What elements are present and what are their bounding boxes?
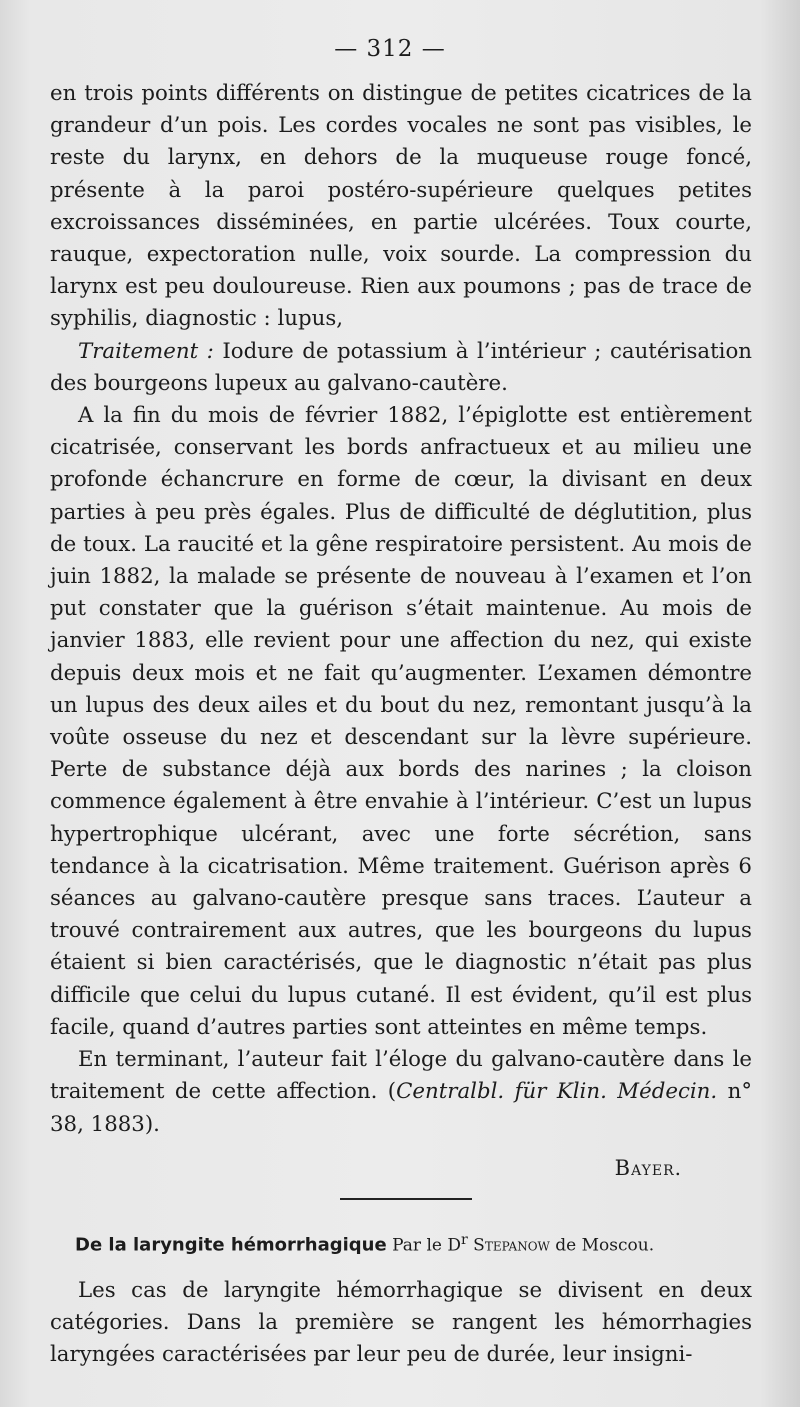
byline-superscript: r: [460, 1232, 468, 1248]
citation-source: Centralbl. für Klin. Médecin.: [396, 1079, 718, 1105]
treatment-text: Iodure de potassium à l’intérieur ; cautérisation des bourgeons lupeux au galvano-cautère.: [50, 338, 752, 396]
section-body: [50, 1275, 752, 1372]
section-heading: [75, 1232, 765, 1256]
conclusion-text: En terminant, l’auteur fait l’éloge du galvano-cautère dans le traitement de cette affection. (: [50, 1047, 752, 1105]
signature-rest: ayer.: [631, 1156, 682, 1180]
byline-suffix: de Moscou.: [549, 1235, 655, 1256]
section-author: Stepanow: [467, 1235, 550, 1256]
section-paragraph: Les cas de laryngite hémorrhagique se divisent en deux catégories. Dans la première se rangent les hémorrhagies laryngées caractérisées par leur peu de durée, leur insigni-: [50, 1278, 752, 1368]
page-number: — 312 —: [334, 36, 446, 62]
section-divider: [340, 1198, 472, 1200]
paragraph-conclusion: [50, 1044, 752, 1141]
paragraph-follow-up: A la fin du mois de février 1882, l’épiglotte est entièrement cicatrisée, conservant les bords anfractueux et au milieu une profonde échancrure en forme de cœur, la divisant en deux parties à peu près égales. Plus de difficulté de déglutition, plus de toux. La raucité et la gêne respiratoire persistent. Au mois de juin 1882, la malade se présente de nouveau à l’examen et l’on put constater que la guérison s’était maintenue. Au mois de janvier 1883, elle revient pour une affection du nez, qui existe depuis deux mois et ne fait qu’augmenter. L’examen démontre un lupus des deux ailes et du bout du nez, remontant jusqu’à la voûte osseuse du nez et descendant sur la lèvre supérieure. Perte de substance déjà aux bords des narines ; la cloison commence également à être envahie à l’intérieur. C’est un lupus hypertrophique ulcérant, avec une forte sécrétion, sans tendance à la cicatrisation. Même traitement. Guérison après 6 séances au galvano-cautère presque sans traces. L’auteur a trouvé contrairement aux autres, que les bourgeons du lupus étaient si bien caractérisés, que le diagnostic n’était pas plus difficile que celui du lupus cutané. Il est évident, qu’il est plus facile, quand d’autres parties sont atteintes en même temps.: [50, 403, 752, 1040]
signature-initial: B: [614, 1156, 632, 1180]
article-body: [50, 78, 752, 1141]
byline-prefix: Par le D: [386, 1235, 461, 1256]
author-signature: [615, 1156, 682, 1180]
paragraph-treatment: [50, 336, 752, 400]
paragraph-case-description: en trois points différents on distingue de petites cicatrices de la grandeur d’un pois. Les cordes vocales ne sont pas visibles, le reste du larynx, en dehors de la muqueuse rouge foncé, présente à la paroi postéro-supérieure quelques petites excroissances disséminées, en partie ulcérées. Toux courte, rauque, expectoration nulle, voix sourde. La compression du larynx est peu douloureuse. Rien aux poumons ; pas de trace de syphilis, diagnostic : lupus,: [50, 81, 752, 332]
treatment-label: Traitement :: [78, 338, 214, 364]
section-title: De la laryngite hémorrhagique: [75, 1234, 387, 1256]
citation-issue: n° 38, 1883).: [50, 1079, 752, 1137]
